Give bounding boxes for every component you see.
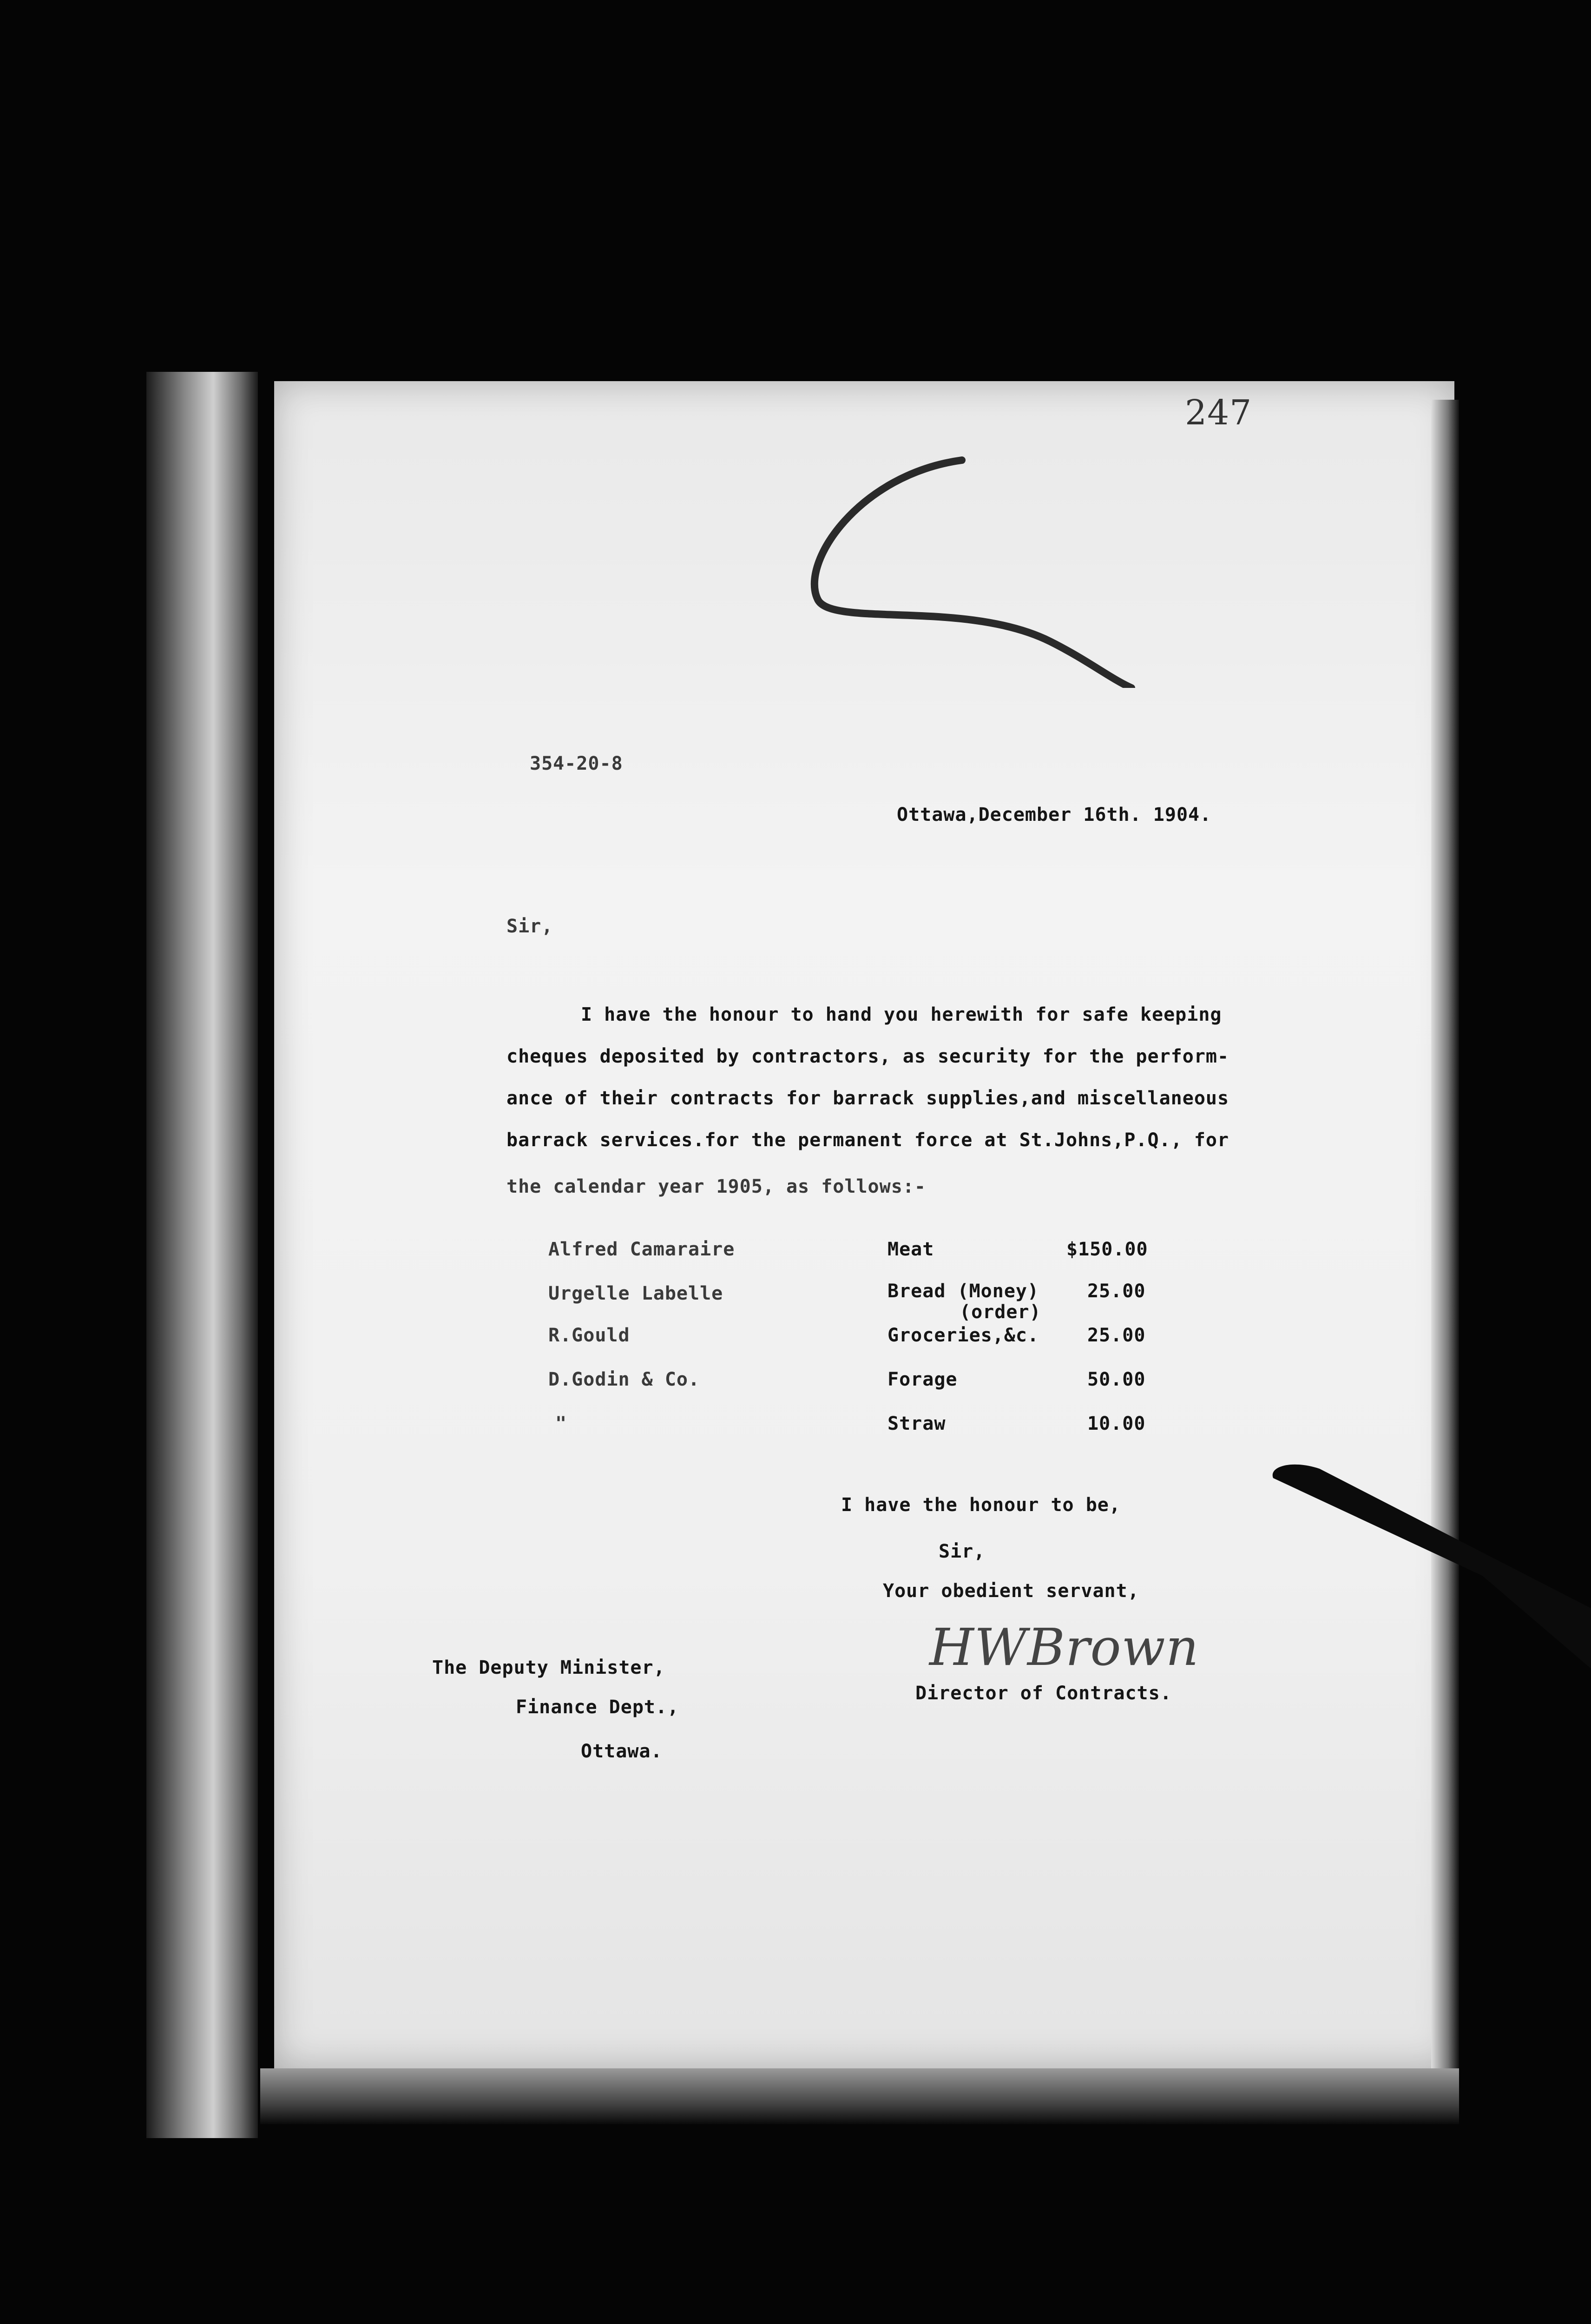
page-right-edge [1431, 400, 1459, 2073]
pen-mark-scribble [790, 446, 1143, 688]
pen-object [1264, 1459, 1591, 1669]
item-amount: $150.00 [1066, 1239, 1148, 1260]
addressee-line: Finance Dept., [516, 1697, 679, 1718]
date-line: Ottawa,December 16th. 1904. [897, 804, 1212, 825]
closing-servant: Your obedient servant, [883, 1580, 1139, 1602]
item-category: Meat [888, 1239, 934, 1260]
salutation: Sir, [506, 916, 553, 937]
body-line-3: ance of their contracts for barrack supplies,and miscellaneous [506, 1088, 1229, 1109]
signature: HWBrown [929, 1618, 1199, 1677]
body-line-1: I have the honour to hand you herewith for safe keeping [581, 1004, 1222, 1025]
item-name: Alfred Camaraire [548, 1239, 735, 1260]
item-category: Forage [888, 1369, 958, 1390]
item-amount: 25.00 [1087, 1281, 1146, 1302]
signer-title: Director of Contracts. [915, 1683, 1172, 1704]
item-name: R.Gould [548, 1325, 630, 1346]
addressee-line: The Deputy Minister, [432, 1657, 665, 1678]
item-category: Groceries,&c. [888, 1325, 1039, 1346]
item-amount: 10.00 [1087, 1413, 1146, 1434]
item-category: (order) [960, 1301, 1041, 1323]
closing-sir: Sir, [939, 1541, 986, 1562]
body-line-4: barrack services.for the permanent force at St.Johns,P.Q., for [506, 1129, 1229, 1151]
body-line-2: cheques deposited by contractors, as security for the perform- [506, 1046, 1229, 1067]
item-name: " [555, 1413, 567, 1434]
item-amount: 50.00 [1087, 1369, 1146, 1390]
item-amount: 25.00 [1087, 1325, 1146, 1346]
body-line-5: the calendar year 1905, as follows:- [506, 1176, 926, 1197]
page-number: 247 [1185, 393, 1252, 433]
adjacent-page-edge [146, 372, 258, 2138]
closing-line: I have the honour to be, [841, 1494, 1121, 1516]
addressee-line: Ottawa. [581, 1741, 663, 1762]
item-name: D.Godin & Co. [548, 1369, 700, 1390]
file-number: 354-20-8 [530, 753, 623, 774]
item-category: Bread (Money) [888, 1281, 1039, 1302]
page-bottom-edge [260, 2068, 1459, 2124]
item-name: Urgelle Labelle [548, 1283, 723, 1304]
item-category: Straw [888, 1413, 946, 1434]
